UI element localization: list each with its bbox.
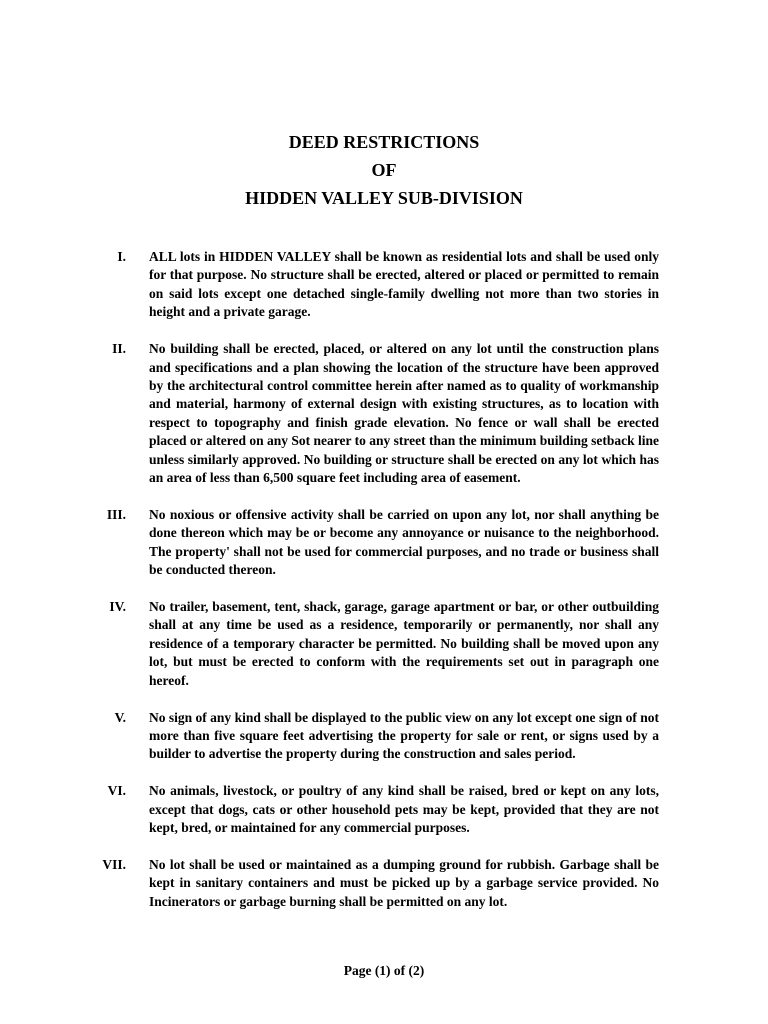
- section-numeral: IV.: [109, 599, 126, 614]
- restriction-section-1: [0, 248, 768, 322]
- page-number: Page (1) of (2): [343, 963, 425, 978]
- restriction-section-2: [0, 340, 768, 487]
- section-numeral: VI.: [107, 783, 126, 799]
- section-numeral: II.: [112, 341, 126, 357]
- section-text: ALL lots in HIDDEN VALLEY shall be known as residential lots and shall be used only for that purpose. No structure shall be erected, altered or placed or permitted to remain on said lots except one detached single-family dwelling not more than two stories in height and a private garage.: [149, 249, 659, 320]
- section-numeral: V.: [114, 709, 126, 725]
- title-line-1: DEED RESTRICTIONS: [288, 132, 480, 152]
- title-line-3: HIDDEN VALLEY SUB-DIVISION: [245, 188, 523, 208]
- restriction-section-7: [0, 856, 768, 911]
- section-text: No building shall be erected, placed, or altered on any lot until the construction plans and specifications and a plan showing the location of the structure have been approved by the architectural control committee herein after named as to quality of workmanship and material, harmony of external design with existing structures, as to location with respect to topography and finish grade elevation. No fence or wall shall be erected placed or altered on any Sot nearer to any street than the minimum building setback line unless similarly approved. No building or structure shall be erected on any lot which has an area of less than 6,500 square feet including area of easement.: [149, 341, 659, 485]
- title-line-2: OF: [371, 160, 397, 180]
- restriction-section-6: [0, 782, 768, 837]
- restriction-section-4: [0, 598, 768, 690]
- restriction-section-3: [0, 506, 768, 580]
- restrictions-list: [0, 248, 768, 930]
- section-text: No trailer, basement, tent, shack, garage, garage apartment or bar, or other outbuilding shall at any time be used as a residence, temporarily or permanently, nor shall any residence of a temporary character be permitted. No building shall be moved upon any lot, but must be erected to conform with the requirements set out in paragraph one hereof.: [149, 599, 659, 688]
- section-numeral: I.: [117, 249, 126, 264]
- section-text: No lot shall be used or maintained as a dumping ground for rubbish. Garbage shall be kept in sanitary containers and must be picked up by a garbage service provided. No Incinerators or garbage burning shall be permitted on any lot.: [149, 856, 659, 909]
- section-text: No sign of any kind shall be displayed to the public view on any lot except one sign of not more than five square feet advertising the property for sale or rent, or signs used by a builder to advertise the property during the construction and sales period.: [149, 709, 659, 762]
- section-numeral: III.: [106, 506, 126, 522]
- restriction-section-5: [0, 709, 768, 764]
- section-numeral: VII.: [102, 856, 126, 872]
- document-title: [0, 128, 768, 212]
- section-text: No animals, livestock, or poultry of any kind shall be raised, bred or kept on any lots, except that dogs, cats or other household pets may be kept, provided that they are not kept, bred, or maintained for any commercial purposes.: [149, 783, 659, 836]
- section-text: No noxious or offensive activity shall be carried on upon any lot, nor shall anything be done thereon which may be or become any annoyance or nuisance to the neighborhood. The property' shall not be used for commercial purposes, and no trade or business shall be conducted thereon.: [149, 506, 659, 578]
